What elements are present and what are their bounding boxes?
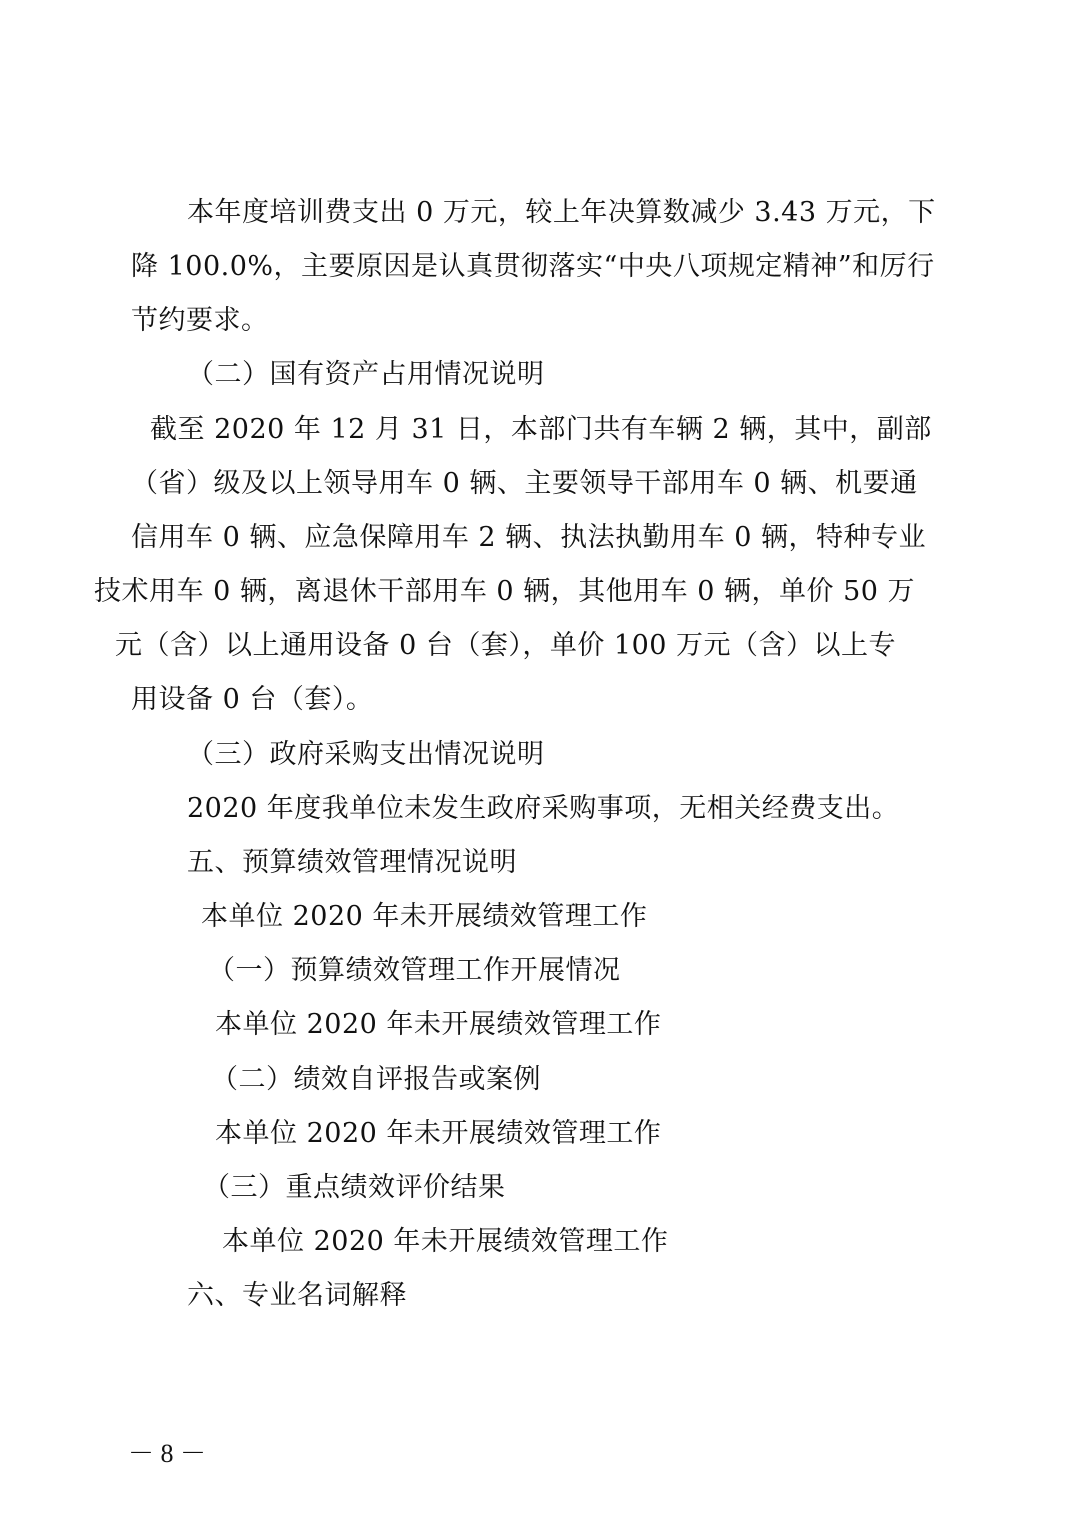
section-heading-procurement: （三）政府采购支出情况说明 [187, 739, 545, 770]
section-heading-assets: （二）国有资产占用情况说明 [187, 359, 545, 390]
paragraph-line-9: 元（含）以上通用设备 0 台（套），单价 100 万元（含）以上专 [115, 630, 897, 661]
paragraph-line-20: 本单位 2020 年未开展绩效管理工作 [222, 1226, 669, 1257]
section-heading-performance: 五、预算绩效管理情况说明 [187, 847, 517, 878]
paragraph-line-3: 节约要求。 [131, 305, 269, 336]
subsection-heading-3: （三）重点绩效评价结果 [203, 1172, 506, 1203]
paragraph-line-5: 截至 2020 年 12 月 31 日，本部门共有车辆 2 辆，其中，副部 [150, 414, 932, 445]
page-number: － 8 － [128, 1439, 207, 1468]
subsection-heading-1: （一）预算绩效管理工作开展情况 [208, 955, 621, 986]
paragraph-line-14: 本单位 2020 年未开展绩效管理工作 [201, 901, 648, 932]
paragraph-line-1: 本年度培训费支出 0 万元，较上年决算数减少 3.43 万元，下 [187, 197, 936, 228]
paragraph-line-16: 本单位 2020 年未开展绩效管理工作 [215, 1009, 662, 1040]
paragraph-line-10: 用设备 0 台（套）。 [131, 684, 374, 715]
paragraph-line-18: 本单位 2020 年未开展绩效管理工作 [215, 1118, 662, 1149]
paragraph-line-12: 2020 年度我单位未发生政府采购事项，无相关经费支出。 [187, 793, 900, 824]
paragraph-line-8: 技术用车 0 辆，离退休干部用车 0 辆，其他用车 0 辆，单价 50 万 [94, 576, 916, 607]
paragraph-line-6: （省）级及以上领导用车 0 辆、主要领导干部用车 0 辆、机要通 [131, 468, 918, 499]
paragraph-line-2: 降 100.0%，主要原因是认真贯彻落实“中央八项规定精神”和厉行 [131, 251, 935, 282]
paragraph-line-7: 信用车 0 辆、应急保障用车 2 辆、执法执勤用车 0 辆，特种专业 [131, 522, 927, 553]
subsection-heading-2: （二）绩效自评报告或案例 [211, 1064, 541, 1095]
section-heading-terms: 六、专业名词解释 [187, 1280, 407, 1311]
